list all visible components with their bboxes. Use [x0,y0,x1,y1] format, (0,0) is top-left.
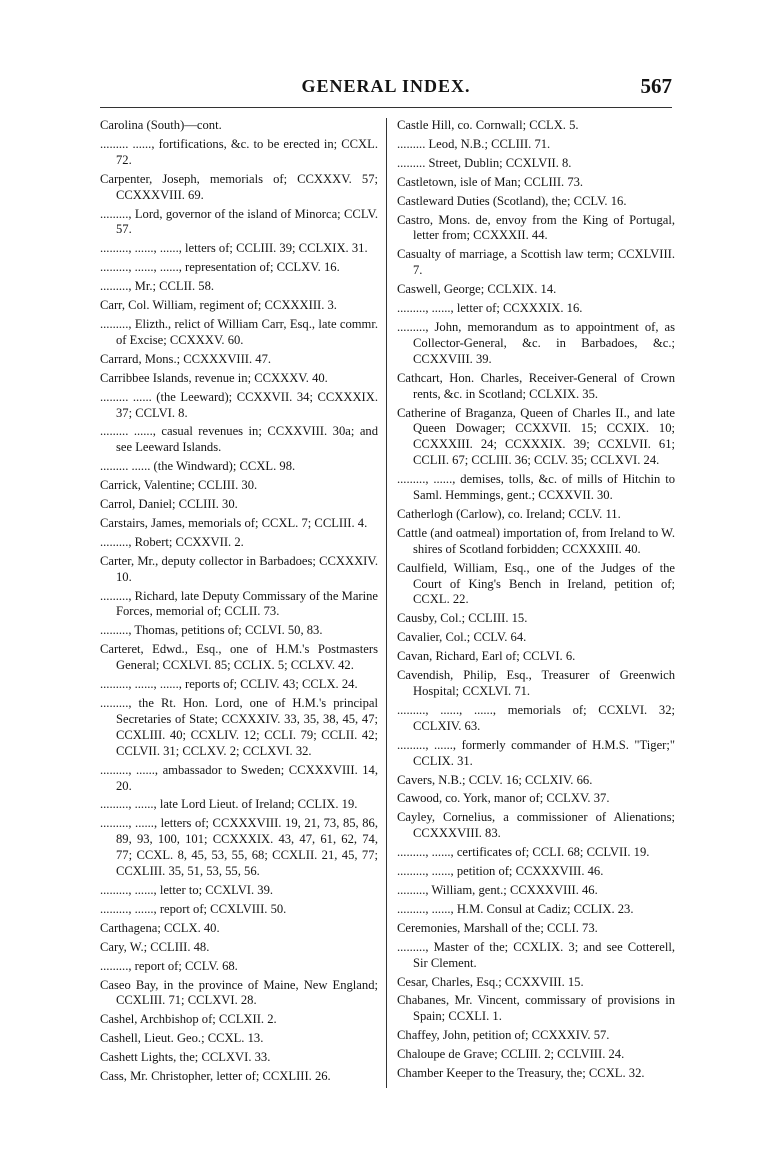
index-entry: ........., ......, ......, memorials of; CCXLVI. 32; CCLXIV. 63. [397,702,675,733]
index-entry: Castletown, isle of Man; CCLIII. 73. [397,174,584,189]
index-entry: Carthagena; CCLX. 40. [100,920,220,935]
index-entry: Cawood, co. York, manor of; CCLXV. 37. [397,791,610,806]
index-entry: ........., Elizth., relict of William Carr, Esq., late commr. of Excise; CCXXXV. 60. [100,316,378,347]
index-entry: ........., ......, ambassador to Sweden; CCXXXVIII. 14, 20. [100,762,378,793]
index-entry: Caswell, George; CCLXIX. 14. [397,282,557,297]
index-entry: Carrol, Daniel; CCLIII. 30. [100,497,238,512]
index-entry: Carter, Mr., deputy collector in Barbadoes; CCXXXIV. 10. [100,553,378,584]
index-entry: Ceremonies, Marshall of the; CCLI. 73. [397,920,598,935]
index-entry: ........., Robert; CCXXVII. 2. [100,534,244,549]
index-entry: Carteret, Edwd., Esq., one of H.M.'s Postmasters General; CCXLVI. 85; CCLIX. 5; CCLXV. 42. [100,642,378,673]
index-entry: ........., ......, formerly commander of H.M.S. "Tiger;" CCLIX. 31. [397,737,675,768]
index-entry: ........., John, memorandum as to appointment of, as Collector-General, &c. in Barbadoes, &c.; CCXXVIII. 39. [397,319,675,366]
index-entry: Casualty of marriage, a Scottish law term; CCXLVIII. 7. [397,247,675,278]
index-entry: ......... Leod, N.B.; CCLIII. 71. [397,136,551,151]
index-entry: Castleward Duties (Scotland), the; CCLV. 16. [397,193,627,208]
index-entry: ......... ...... (the Leeward); CCXXVII. 34; CCXXXIX. 37; CCLVI. 8. [100,389,378,420]
index-entry: Carr, Col. William, regiment of; CCXXXIII. 3. [100,298,337,313]
index-entry: ......... ......, casual revenues in; CCXXVIII. 30a; and see Leeward Islands. [100,424,378,455]
index-entry: ........., Lord, governor of the island of Minorca; CCLV. 57. [100,206,378,237]
index-entry: ......... ......, fortifications, &c. to be erected in; CCXL. 72. [100,136,378,167]
index-entry: Cayley, Cornelius, a commissioner of Alienations; CCXXXVIII. 83. [397,810,675,841]
page-title: GENERAL INDEX. [301,76,471,96]
index-entry: Carrard, Mons.; CCXXXVIII. 47. [100,351,272,366]
index-entry: Cashel, Archbishop of; CCLXII. 2. [100,1012,277,1027]
index-entry: Cavers, N.B.; CCLV. 16; CCLXIV. 66. [397,772,593,787]
index-entry: Catherine of Braganza, Queen of Charles II., and late Queen Dowager; CCXXVII. 15; CCXIX. 10; CCXXXIII. 24; CCXXXIX. 39; CCXLVII. 61; CCLII. 67; CCLIII. 36; CCLV. 35; CCLXVI. 24. [397,405,675,468]
index-entry: Catherlogh (Carlow), co. Ireland; CCLV. 11. [397,506,621,521]
index-entry: ........., ......, letter of; CCXXXIX. 16. [397,301,583,316]
index-entry: ........., ......, ......, representation of; CCLXV. 16. [100,260,340,275]
index-entry: Chabanes, Mr. Vincent, commissary of provisions in Spain; CCXLI. 1. [397,993,675,1024]
index-entry: ........., William, gent.; CCXXXVIII. 46. [397,882,598,897]
index-entry: ........., ......, petition of; CCXXXVIII. 46. [397,864,604,879]
index-entry: ........., ......, report of; CCXLVIII. 50. [100,901,287,916]
index-entry: Cathcart, Hon. Charles, Receiver-General of Crown rents, &c. in Scotland; CCLXIX. 35. [397,370,675,401]
index-entry: ........., ......, letters of; CCXXXVIII. 19, 21, 73, 85, 86, 89, 93, 100, 101; CCXXXIX. 43, 47, 61, 62, 74, 77; CCXL. 8, 45, 53, 55, 68; CCXLII. 21, 45, 77; CCXLIII. 35, 51, 53, 55, 56. [100,816,378,879]
index-entry: Cavalier, Col.; CCLV. 64. [397,630,527,645]
index-entry: ........., ......, demises, tolls, &c. of mills of Hitchin to Saml. Hemmings, gent.; CCXXVII. 30. [397,472,675,503]
index-entry: Cashett Lights, the; CCLXVI. 33. [100,1050,271,1065]
index-entry: Cary, W.; CCLIII. 48. [100,939,210,954]
index-entry: Chaloupe de Grave; CCLIII. 2; CCLVIII. 24. [397,1047,625,1062]
header-rule [100,107,672,108]
left-column [100,118,378,1088]
index-entry: Carolina (South)—cont. [100,118,222,132]
index-entry: Caulfield, William, Esq., one of the Judges of the Court of King's Bench in Ireland, petition of; CCXL. 22. [397,560,675,607]
index-entry: ......... ...... (the Windward); CCXL. 98. [100,459,296,474]
index-entry: ......... Street, Dublin; CCXLVII. 8. [397,155,572,170]
index-entry: ........., Richard, late Deputy Commissary of the Marine Forces, memorial of; CCLII. 73. [100,588,378,619]
index-entry: Caseo Bay, in the province of Maine, New England; CCXLIII. 71; CCLXVI. 28. [100,977,378,1008]
index-entry: Cashell, Lieut. Geo.; CCXL. 13. [100,1031,264,1046]
index-entry: ........., Master of the; CCXLIX. 3; and see Cotterell, Sir Clement. [397,939,675,970]
index-entry: Carrick, Valentine; CCLIII. 30. [100,478,258,493]
index-entry: ........., ......, ......, reports of; CCLIV. 43; CCLX. 24. [100,677,358,692]
index-entry: ........., the Rt. Hon. Lord, one of H.M.'s principal Secretaries of State; CCXXXIV. 33, 35, 38, 45, 47; CCXLIII. 40; CCXLIV. 12; CCLI. 79; CCLII. 42; CCLVII. 31; CCLXV. 2; CCLXVI. 32. [100,696,378,758]
index-entry: ........., ......, letter to; CCXLVI. 39. [100,882,274,897]
index-entry: Cesar, Charles, Esq.; CCXXVIII. 15. [397,974,584,989]
index-entry: Carpenter, Joseph, memorials of; CCXXXV. 57; CCXXXVIII. 69. [100,171,378,202]
column-divider [386,118,387,1088]
index-entry: Carribbee Islands, revenue in; CCXXXV. 40. [100,370,328,385]
index-entry: Cattle (and oatmeal) importation of, from Ireland to W. shires of Scotland forbidden; CCXXXIII. 40. [397,525,675,556]
page-number: 567 [640,74,672,98]
index-entry: Cavendish, Philip, Esq., Treasurer of Greenwich Hospital; CCXLVI. 71. [397,668,675,698]
index-entry: Castle Hill, co. Cornwall; CCLX. 5. [397,118,579,132]
index-entry: Carstairs, James, memorials of; CCXL. 7; CCLIII. 4. [100,515,368,530]
index-entry: Chamber Keeper to the Treasury, the; CCXL. 32. [397,1066,645,1081]
index-entry: Chaffey, John, petition of; CCXXXIV. 57. [397,1028,610,1043]
index-entry: ........., ......, late Lord Lieut. of Ireland; CCLIX. 19. [100,797,358,812]
index-entry: ........., ......, ......, letters of; CCLIII. 39; CCLXIX. 31. [100,241,368,256]
index-entry: Castro, Mons. de, envoy from the King of Portugal, letter from; CCXXXII. 44. [397,212,675,243]
index-entry: ........., ......, H.M. Consul at Cadiz; CCLIX. 23. [397,901,634,916]
running-head [100,76,672,102]
index-entry: ........., report of; CCLV. 68. [100,958,238,973]
index-entry: ........., ......, certificates of; CCLI. 68; CCLVII. 19. [397,845,650,860]
index-entry: Cavan, Richard, Earl of; CCLVI. 6. [397,649,576,664]
right-column [397,118,675,1085]
index-entry: ........., Mr.; CCLII. 58. [100,279,215,294]
index-entry: Cass, Mr. Christopher, letter of; CCXLIII. 26. [100,1069,331,1084]
index-entry: Causby, Col.; CCLIII. 15. [397,611,528,626]
index-entry: ........., Thomas, petitions of; CCLVI. 50, 83. [100,623,323,638]
